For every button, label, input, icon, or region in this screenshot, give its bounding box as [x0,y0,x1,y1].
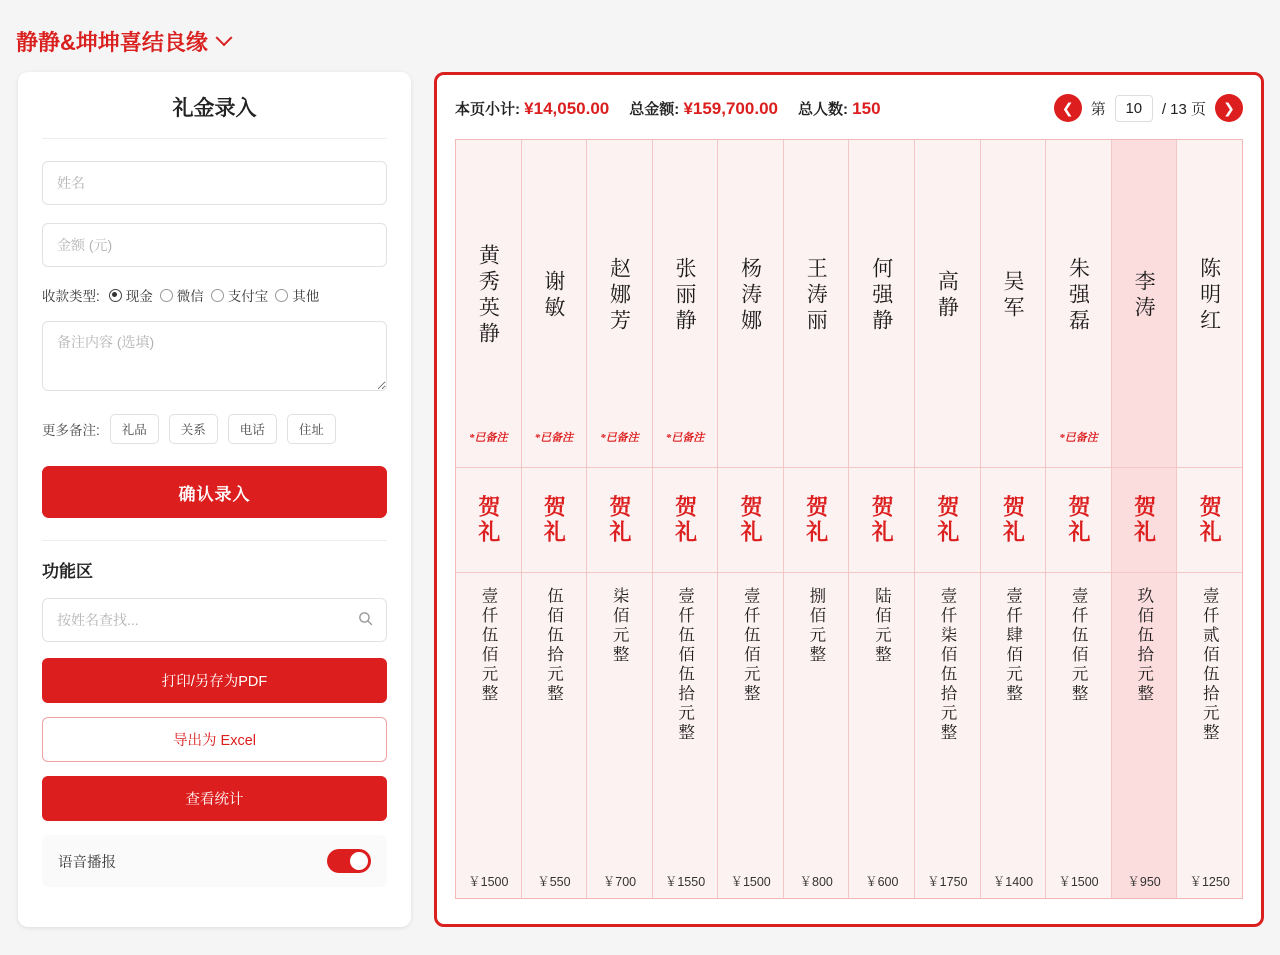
record-name: 赵娜芳 [607,256,632,335]
record-greeting: 贺礼 [934,495,960,545]
record-name: 杨涛娜 [738,256,763,335]
name-input[interactable] [42,161,387,205]
record-name-cell [849,140,914,468]
chevron-left-icon[interactable]: ❮ [1054,94,1082,122]
record-note-mark: *已备注 [469,432,508,444]
record-column[interactable] [1046,140,1112,898]
record-amount-cell [1177,573,1242,898]
total-amount-value: ¥159,700.00 [683,98,778,118]
search-input[interactable] [42,598,387,642]
record-amount-number: ￥700 [602,875,637,889]
record-name: 李涛 [1132,269,1157,322]
record-column[interactable] [456,140,522,898]
record-name-cell [653,140,718,468]
payment-type-label: 收款类型: [42,289,100,304]
entry-form-panel [18,72,411,927]
record-amount-chinese: 捌佰元整 [806,587,826,665]
total-amount [629,98,778,119]
amount-input[interactable] [42,223,387,267]
record-name-cell [456,140,521,468]
record-column[interactable] [915,140,981,898]
record-greeting-cell [981,468,1046,573]
record-name: 谢敏 [541,269,566,322]
record-name: 朱强磊 [1066,256,1091,335]
record-column[interactable] [718,140,784,898]
record-greeting-cell [1046,468,1111,573]
record-amount-chinese: 壹仟伍佰元整 [1069,587,1089,704]
form-divider [42,540,387,541]
record-note-mark: *已备注 [600,432,639,444]
page-prefix-label: 第 [1090,100,1106,118]
record-amount-cell [1046,573,1111,898]
view-statistics-button[interactable]: 查看统计 [42,776,387,821]
record-greeting-cell [915,468,980,573]
record-amount-number: ￥1500 [730,875,771,889]
record-name-cell [587,140,652,468]
record-amount-number: ￥1250 [1189,875,1230,889]
more-remarks-row [42,414,387,444]
record-amount-number: ￥1750 [927,875,968,889]
record-amount-cell [849,573,914,898]
record-name: 吴军 [1000,269,1025,322]
record-amount-chinese: 陆佰元整 [872,587,892,665]
record-amount-number: ￥800 [799,875,833,889]
payment-option-wechat-label: 微信 [176,289,204,304]
record-amount-chinese: 壹仟伍佰元整 [478,587,498,704]
record-amount-chinese: 壹仟贰佰伍拾元整 [1200,587,1220,743]
record-greeting-cell [1177,468,1242,573]
record-name-cell [1177,140,1242,468]
record-amount-number: ￥600 [865,875,899,889]
record-amount-chinese: 玖佰伍拾元整 [1134,587,1154,704]
search-icon[interactable] [357,610,374,627]
record-name: 张丽静 [673,256,698,335]
page-number-input[interactable] [1115,95,1153,122]
radio-wechat-icon[interactable] [160,289,173,302]
record-amount-chinese: 壹仟肆佰元整 [1003,587,1023,704]
total-amount-label: 总金额: [629,100,680,118]
radio-other-icon[interactable] [275,289,288,302]
record-amount-number: ￥1400 [992,875,1034,889]
record-name: 王涛丽 [804,256,829,335]
record-amount-cell [1112,573,1177,898]
record-amount-number: ￥550 [537,875,571,889]
chevron-down-icon[interactable] [215,29,232,46]
payment-option-alipay-label: 支付宝 [227,289,269,304]
total-count-value: 150 [852,98,881,118]
record-amount-chinese: 壹仟柒佰伍拾元整 [937,587,957,743]
remark-tag-gift[interactable]: 礼品 [110,414,159,444]
page-subtotal [455,98,609,119]
record-column[interactable] [653,140,719,898]
page-subtotal-label: 本页小计: [455,100,520,118]
record-amount-number: ￥1550 [664,875,706,889]
record-greeting-cell [1112,468,1177,573]
record-greeting: 贺礼 [672,495,698,545]
record-column[interactable] [522,140,588,898]
record-column[interactable] [784,140,850,898]
records-grid [455,139,1243,899]
record-greeting: 贺礼 [541,495,567,545]
form-heading: 礼金录入 [42,92,387,139]
record-amount-cell [981,573,1046,898]
record-amount-chinese: 壹仟伍佰伍拾元整 [675,587,695,743]
record-greeting: 贺礼 [475,495,501,545]
record-greeting: 贺礼 [869,495,895,545]
search-wrapper [42,598,387,642]
record-greeting: 贺礼 [803,495,829,545]
record-name-cell [981,140,1046,468]
record-greeting: 贺礼 [1197,495,1223,545]
radio-alipay-icon[interactable] [211,289,224,302]
page-subtotal-value: ¥14,050.00 [524,98,610,118]
record-name-cell [784,140,849,468]
record-column[interactable] [587,140,653,898]
record-greeting-cell [456,468,521,573]
payment-option-wechat[interactable] [160,285,204,305]
record-name-cell [1112,140,1177,468]
print-pdf-button[interactable]: 打印/另存为PDF [42,658,387,703]
record-greeting: 贺礼 [1066,495,1092,545]
record-column[interactable] [849,140,915,898]
record-amount-number: ￥1500 [468,875,509,889]
record-greeting-cell [653,468,718,573]
remark-tag-phone[interactable]: 电话 [228,414,277,444]
tools-section-title: 功能区 [42,562,93,581]
record-greeting-cell [587,468,652,573]
record-name: 高静 [935,269,960,322]
record-amount-cell [784,573,849,898]
payment-option-alipay[interactable] [211,285,269,305]
record-amount-cell [718,573,783,898]
record-amount-chinese: 壹仟伍佰元整 [741,587,761,704]
record-name-cell [718,140,783,468]
page-title[interactable] [16,26,230,57]
payment-type-row [42,285,387,305]
record-greeting-cell [522,468,587,573]
export-excel-button[interactable]: 导出为 Excel [42,717,387,762]
record-name-cell [522,140,587,468]
remark-tag-relation[interactable]: 关系 [169,414,218,444]
record-amount-chinese: 柒佰元整 [610,587,630,665]
remark-tag-address[interactable]: 住址 [287,414,336,444]
record-greeting: 贺礼 [606,495,632,545]
record-greeting: 贺礼 [1131,495,1157,545]
total-count [798,98,881,119]
confirm-entry-button[interactable]: 确认录入 [42,466,387,518]
payment-option-cash-label: 现金 [125,289,153,304]
payment-option-cash[interactable] [109,285,153,305]
record-note-mark: *已备注 [1059,432,1098,444]
voice-broadcast-row [42,835,387,887]
record-amount-chinese: 伍佰伍拾元整 [544,587,564,704]
record-amount-cell [522,573,587,898]
record-name: 陈明红 [1197,256,1222,335]
record-amount-number: ￥950 [1127,875,1161,889]
event-title-text: 静静&坤坤喜结良缘 [16,30,208,55]
summary-bar [455,91,1243,125]
record-greeting-cell [784,468,849,573]
radio-cash-icon[interactable] [109,289,122,302]
voice-broadcast-toggle[interactable] [327,849,371,873]
record-name-cell [1046,140,1111,468]
pagination [1054,94,1243,122]
records-panel [434,72,1264,927]
record-name: 黄秀英静 [476,243,501,348]
record-amount-cell [653,573,718,898]
total-count-label: 总人数: [797,100,848,118]
remark-textarea[interactable] [42,321,387,391]
payment-option-other[interactable] [275,285,319,305]
record-amount-cell [915,573,980,898]
chevron-right-icon[interactable]: ❯ [1215,94,1243,122]
record-greeting: 贺礼 [738,495,764,545]
record-note-mark: *已备注 [534,432,574,444]
record-name-cell [915,140,980,468]
record-note-mark: *已备注 [665,432,705,444]
record-greeting-cell [718,468,783,573]
record-name: 何强静 [869,256,894,335]
page-suffix-label: / 13 页 [1161,100,1206,118]
more-remarks-label: 更多备注: [42,423,100,438]
record-column[interactable] [981,140,1047,898]
record-greeting-cell [849,468,914,573]
record-column-selected[interactable] [1112,140,1178,898]
payment-option-other-label: 其他 [292,289,320,304]
record-greeting: 贺礼 [1000,495,1026,545]
record-amount-number: ￥1500 [1058,875,1099,889]
record-amount-cell [456,573,521,898]
record-amount-cell [587,573,652,898]
record-column[interactable] [1177,140,1242,898]
voice-broadcast-label: 语音播报 [58,854,116,871]
